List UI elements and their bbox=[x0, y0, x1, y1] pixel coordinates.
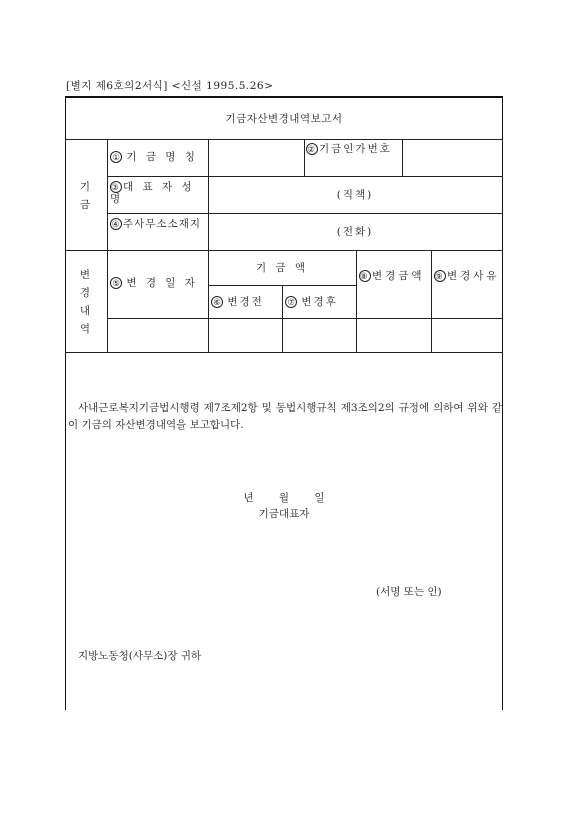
form-title: 기금자산변경내역보고서 bbox=[225, 113, 343, 125]
circled-number-6: ⑥ bbox=[211, 296, 223, 308]
after-change-field[interactable] bbox=[283, 319, 355, 351]
before-change-label: ⑥ 변경전 bbox=[211, 296, 264, 308]
row-divider bbox=[66, 352, 502, 353]
row-divider bbox=[107, 176, 502, 177]
addressee: 지방노동청(사무소)장 귀하 bbox=[78, 650, 202, 662]
circled-number-9: ⑨ bbox=[435, 272, 446, 282]
approval-number-label: ② 기금인가번호 bbox=[307, 143, 392, 155]
change-reason-field[interactable] bbox=[432, 319, 501, 351]
circled-number-3: ③ bbox=[111, 183, 122, 193]
circled-number-4: ④ bbox=[111, 220, 121, 230]
report-statement: 사내근로복지기금법시행령 제7조제2항 및 동법시행규칙 제3조의2의 규정에 의하여 위와 같이 기금의 자산변경내역을 보고합니다. bbox=[68, 402, 502, 431]
fund-name-label: ① 기 금 명 칭 bbox=[110, 151, 198, 163]
after-change-label: ⑦ 변경후 bbox=[285, 296, 338, 308]
col-divider bbox=[208, 176, 209, 250]
circled-number-1: ① bbox=[110, 151, 122, 163]
change-amount-field[interactable] bbox=[357, 319, 430, 351]
circled-number-8: ⑧ bbox=[360, 272, 371, 282]
signature-hint: (서명 또는 인) bbox=[376, 586, 442, 598]
fund-amount-label: 기 금 액 bbox=[255, 262, 309, 274]
col-divider bbox=[304, 139, 305, 176]
circled-number-5: ⑤ bbox=[110, 277, 122, 289]
representative-title: 기금대표자 bbox=[258, 508, 310, 520]
phone-hint: (전화) bbox=[336, 226, 374, 238]
approval-number-field[interactable] bbox=[403, 140, 501, 175]
office-address-label: ④ 주사무소소재지 bbox=[111, 218, 202, 230]
change-section-label: 변경내역 bbox=[79, 269, 91, 335]
change-amount-label: ⑧변경금액 bbox=[360, 270, 425, 282]
date-line: 년 월 일 bbox=[243, 492, 325, 504]
before-change-field[interactable] bbox=[209, 319, 281, 351]
row-divider bbox=[107, 213, 502, 214]
representative-label: ③대 표 자 성 명 bbox=[110, 181, 195, 205]
form-reference: [별지 제6호의2서식] <신설 1995.5.26> bbox=[66, 80, 274, 92]
circled-number-2: ② bbox=[307, 145, 317, 155]
change-date-field[interactable] bbox=[108, 319, 207, 351]
row-divider bbox=[66, 250, 502, 251]
position-hint: (직책) bbox=[336, 189, 374, 201]
change-reason-label: ⑨변경사유 bbox=[435, 270, 500, 282]
circled-number-7: ⑦ bbox=[285, 296, 297, 308]
change-date-label: ⑤ 변 경 일 자 bbox=[110, 277, 198, 289]
fund-name-field[interactable] bbox=[209, 140, 303, 175]
fund-section-label: 기금 bbox=[79, 181, 91, 211]
